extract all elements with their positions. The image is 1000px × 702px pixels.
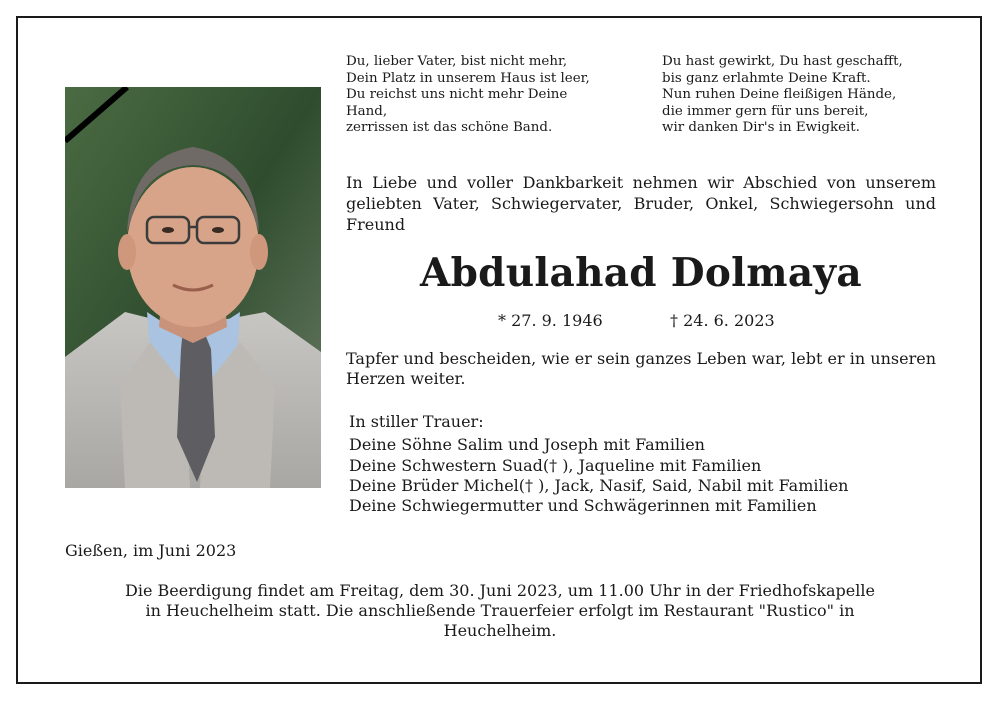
poem-line: Hand, xyxy=(346,103,388,119)
mourner-line: Deine Brüder Michel(† ), Jack, Nasif, Said, Nabil mit Familien xyxy=(349,475,849,495)
mourners-heading: In stiller Trauer: xyxy=(349,412,484,431)
poem-line: Nun ruhen Deine fleißigen Hände, xyxy=(662,87,897,102)
mourners-list xyxy=(349,412,848,516)
poem-line: die immer gern für uns bereit, xyxy=(662,103,869,119)
portrait-photo xyxy=(65,87,321,488)
funeral-line: in Heuchelheim statt. Die anschließende Trauerfeier erfolgt im Restaurant "Rustico" in xyxy=(145,601,855,620)
mourner-line: Deine Schwestern Suad(† ), Jaqueline mit Familien xyxy=(349,455,762,475)
birth-date: * 27. 9. 1946 xyxy=(498,311,603,330)
tribute-text: Tapfer und bescheiden, wie er sein ganzes Leben war, lebt er in unseren Herzen weiter. xyxy=(346,349,936,388)
funeral-line: Die Beerdigung findet am Freitag, dem 30. Juni 2023, um 11.00 Uhr in der Friedhofskapelle xyxy=(125,581,875,600)
poem-line: wir danken Dir's in Ewigkeit. xyxy=(662,120,860,135)
funeral-line: Heuchelheim. xyxy=(443,621,557,640)
mourner-line: Deine Schwiegermutter und Schwägerinnen mit Familien xyxy=(349,496,817,516)
poem-left xyxy=(346,54,590,137)
place-date: Gießen, im Juni 2023 xyxy=(65,541,237,560)
poem-right xyxy=(662,54,903,137)
poem-line: Du reichst uns nicht mehr Deine xyxy=(346,87,568,102)
poem-line: Dein Platz in unserem Haus ist leer, xyxy=(346,70,590,86)
poem-line: bis ganz erlahmte Deine Kraft. xyxy=(662,70,871,86)
poem-line: Du hast gewirkt, Du hast geschafft, xyxy=(662,54,903,69)
funeral-info xyxy=(55,581,945,641)
mourner-line: Deine Söhne Salim und Joseph mit Familien xyxy=(349,435,705,455)
deceased-name: Abdulahad Dolmaya xyxy=(420,250,862,296)
death-date: † 24. 6. 2023 xyxy=(670,311,775,330)
intro-text: In Liebe und voller Dankbarkeit nehmen wir Abschied von unserem geliebten Vater, Schwiegervater, Bruder, Onkel, Schwiegersohn und Freund xyxy=(346,173,936,234)
poem-line: zerrissen ist das schöne Band. xyxy=(346,120,553,135)
poem-line: Du, lieber Vater, bist nicht mehr, xyxy=(346,54,568,69)
